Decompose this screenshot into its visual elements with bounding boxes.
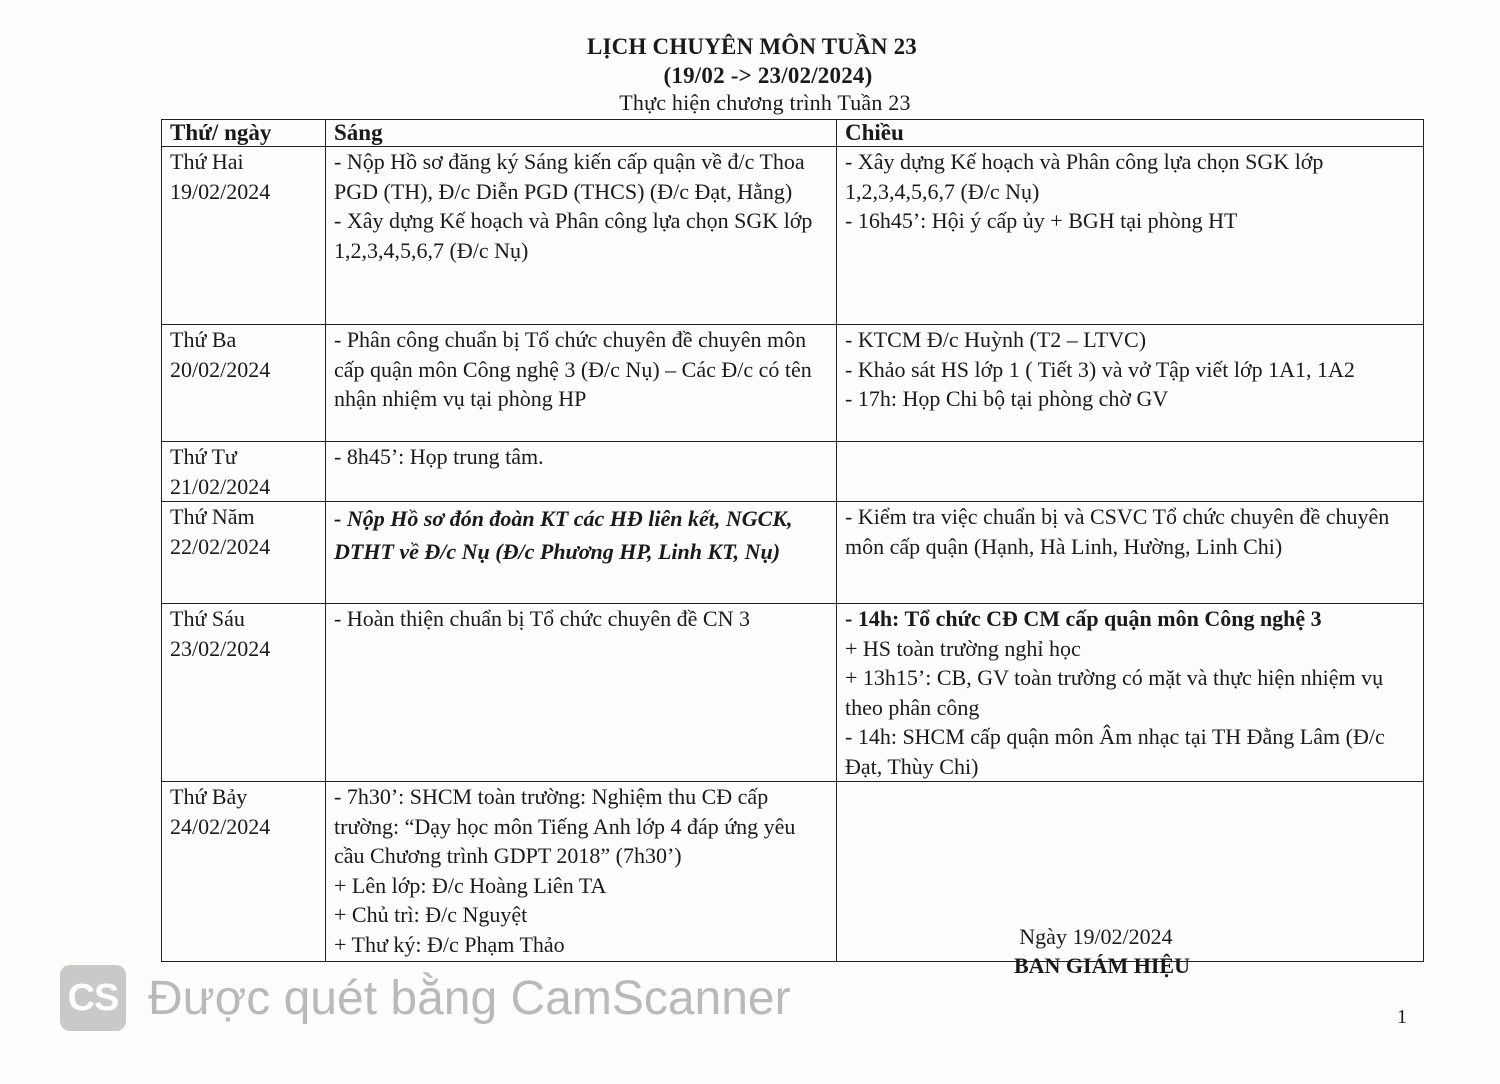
morning-item: - 8h45’: Họp trung tâm. — [334, 444, 544, 469]
day-date: 20/02/2024 — [170, 356, 271, 382]
day-cell — [162, 604, 326, 782]
table-row — [162, 147, 1424, 325]
camscanner-logo-icon: CS — [60, 965, 126, 1031]
table-row — [162, 604, 1424, 782]
afternoon-item: - 17h: Họp Chi bộ tại phòng chờ GV — [845, 386, 1169, 411]
table-row — [162, 325, 1424, 442]
morning-item: - Hoàn thiện chuẩn bị Tổ chức chuyên đề CN 3 — [334, 606, 750, 631]
day-cell — [162, 147, 326, 325]
day-cell — [162, 782, 326, 962]
day-name: Thứ Sáu — [170, 606, 245, 631]
afternoon-item: - 16h45’: Hội ý cấp ủy + BGH tại phòng HT — [845, 208, 1238, 233]
schedule-table — [161, 119, 1424, 962]
camscanner-watermark — [60, 965, 791, 1031]
afternoon-item: - KTCM Đ/c Huỳnh (T2 – LTVC) — [845, 327, 1147, 352]
morning-cell — [326, 325, 837, 442]
afternoon-cell — [837, 325, 1424, 442]
morning-cell — [326, 442, 837, 502]
document-subtitle: Thực hiện chương trình Tuần 23 — [619, 90, 911, 115]
morning-item: - Nộp Hồ sơ đón đoàn KT các HĐ liên kết, NGCK, DTHT về Đ/c Nụ (Đ/c Phương HP, Linh KT, Nụ) — [334, 506, 793, 564]
morning-cell — [326, 604, 837, 782]
morning-item: + Thư ký: Đ/c Phạm Thảo — [334, 931, 565, 957]
afternoon-item: + HS toàn trường nghỉ học — [845, 635, 1081, 661]
signature-date: Ngày 19/02/2024 — [1019, 924, 1173, 949]
morning-item: + Chủ trì: Đ/c Nguyệt — [334, 902, 528, 927]
column-header-morning: Sáng — [326, 120, 837, 147]
day-date: 22/02/2024 — [170, 533, 271, 559]
afternoon-cell — [837, 604, 1424, 782]
morning-item: + Lên lớp: Đ/c Hoàng Liên TA — [334, 872, 607, 898]
table-header-row — [162, 120, 1424, 147]
day-cell — [162, 502, 326, 604]
afternoon-cell — [837, 502, 1424, 604]
afternoon-item: - Kiểm tra việc chuẩn bị và CSVC Tổ chức chuyên đề chuyên môn cấp quận (Hạnh, Hà Linh, Hường, Linh Chi) — [845, 504, 1390, 559]
day-name: Thứ Hai — [170, 149, 244, 174]
day-date: 24/02/2024 — [170, 813, 271, 839]
date-range: (19/02 -> 23/02/2024) — [663, 63, 873, 88]
morning-item: - Xây dựng Kế hoạch và Phân công lựa chọn SGK lớp 1,2,3,4,5,6,7 (Đ/c Nụ) — [334, 208, 813, 263]
day-date: 19/02/2024 — [170, 178, 271, 204]
table-row — [162, 502, 1424, 604]
table-row — [162, 442, 1424, 502]
day-date: 21/02/2024 — [170, 473, 271, 499]
afternoon-item: - Khảo sát HS lớp 1 ( Tiết 3) và vở Tập viết lớp 1A1, 1A2 — [845, 356, 1355, 382]
day-name: Thứ Bảy — [170, 784, 248, 809]
morning-cell — [326, 147, 837, 325]
afternoon-highlight-item: - 14h: Tổ chức CĐ CM cấp quận môn Công nghệ 3 — [845, 606, 1322, 631]
day-cell — [162, 325, 326, 442]
document-title: LỊCH CHUYÊN MÔN TUẦN 23 — [586, 34, 918, 59]
morning-cell — [326, 502, 837, 604]
afternoon-cell — [837, 147, 1424, 325]
morning-item: - Phân công chuẩn bị Tổ chức chuyên đề chuyên môn cấp quận môn Công nghệ 3 (Đ/c Nụ) – Các Đ/c có tên nhận nhiệm vụ tại phòng HP — [334, 327, 812, 411]
day-name: Thứ Tư — [170, 444, 237, 469]
morning-cell — [326, 782, 837, 962]
day-name: Thứ Ba — [170, 327, 237, 352]
day-cell — [162, 442, 326, 502]
afternoon-item: - Xây dựng Kế hoạch và Phân công lựa chọn SGK lớp 1,2,3,4,5,6,7 (Đ/c Nụ) — [845, 149, 1324, 204]
page-number: 1 — [1397, 1006, 1407, 1028]
signature-board: BAN GIÁM HIỆU — [1013, 953, 1190, 978]
watermark-text: Được quét bằng CamScanner — [148, 971, 791, 1025]
morning-item: - Nộp Hồ sơ đăng ký Sáng kiến cấp quận về đ/c Thoa PGD (TH), Đ/c Diễn PGD (THCS) (Đ/c Đạt, Hằng) — [334, 149, 805, 204]
afternoon-item: + 13h15’: CB, GV toàn trường có mặt và thực hiện nhiệm vụ theo phân công — [845, 665, 1384, 720]
column-header-afternoon: Chiều — [837, 120, 1424, 147]
column-header-day: Thứ/ ngày — [162, 120, 326, 147]
afternoon-cell — [837, 442, 1424, 502]
afternoon-item: - 14h: SHCM cấp quận môn Âm nhạc tại TH Đằng Lâm (Đ/c Đạt, Thùy Chi) — [845, 724, 1385, 779]
day-name: Thứ Năm — [170, 504, 255, 529]
day-date: 23/02/2024 — [170, 635, 271, 661]
morning-item: - 7h30’: SHCM toàn trường: Nghiệm thu CĐ cấp trường: “Dạy học môn Tiếng Anh lớp 4 đáp ứng yêu cầu Chương trình GDPT 2018” (7h30’) — [334, 784, 796, 868]
